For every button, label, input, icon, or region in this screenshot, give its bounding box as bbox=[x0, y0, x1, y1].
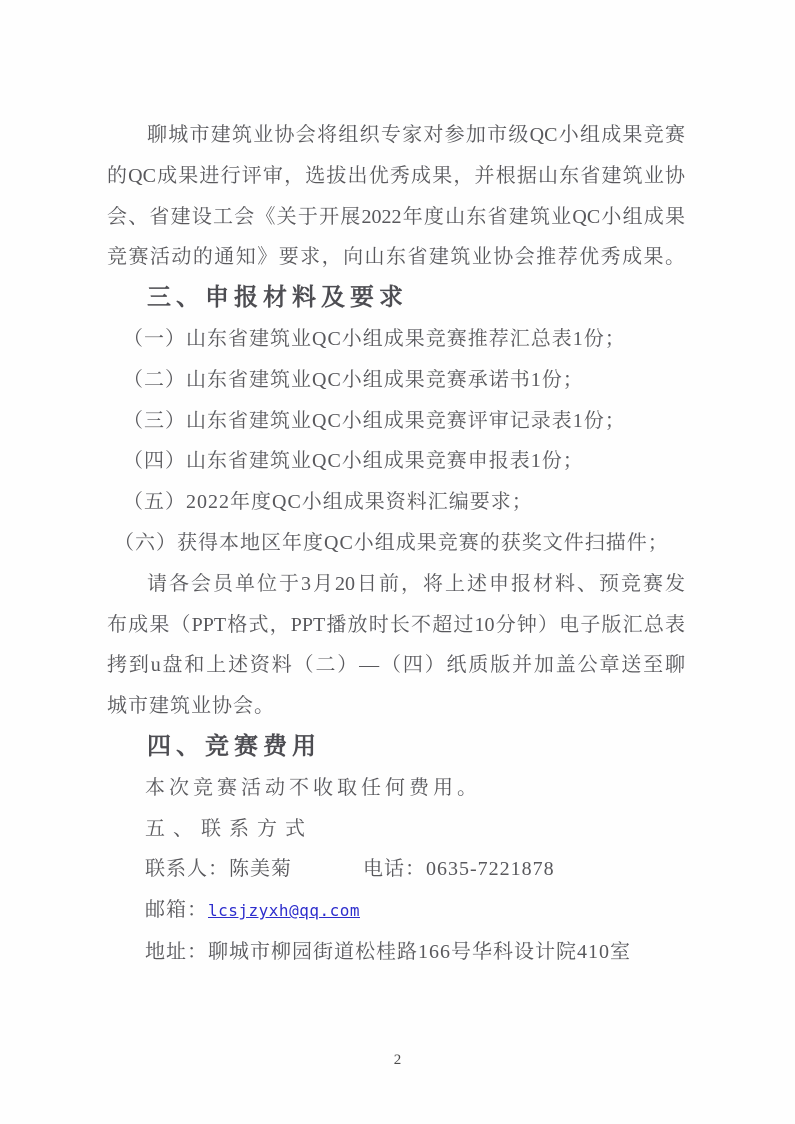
list-item-3: （三）山东省建筑业QC小组成果竞赛评审记录表1份； bbox=[123, 409, 626, 432]
para-review-line-4: 竞赛活动的通知》要求，向山东省建筑业协会推荐优秀成果。 bbox=[107, 246, 685, 269]
list-item-5: （五）2022年度QC小组成果资料汇编要求； bbox=[123, 491, 533, 514]
contact-person: 联系人：陈美菊 bbox=[145, 858, 292, 881]
page-number: 2 bbox=[393, 1052, 402, 1068]
contact-row bbox=[107, 849, 685, 890]
para-submission-line-4: 城市建筑业协会。 bbox=[107, 695, 275, 718]
para-review-line-2: 的QC成果进行评审，选拔出优秀成果，并根据山东省建筑业协 bbox=[107, 164, 685, 187]
heading-section-5: 五、联系方式 bbox=[145, 817, 313, 840]
heading-section-3: 三、申报材料及要求 bbox=[147, 284, 408, 312]
fee-statement: 本次竞赛活动不收取任何费用。 bbox=[145, 776, 481, 799]
para-submission-line-2: 布成果（PPT格式，PPT播放时长不超过10分钟）电子版汇总表 bbox=[107, 613, 685, 636]
list-item-6: （六）获得本地区年度QC小组成果竞赛的获奖文件扫描件； bbox=[114, 531, 669, 554]
contact-phone: 电话：0635-7221878 bbox=[363, 858, 555, 881]
list-item-1: （一）山东省建筑业QC小组成果竞赛推荐汇总表1份； bbox=[123, 327, 626, 350]
para-review-line-1: 聊城市建筑业协会将组织专家对参加市级QC小组成果竞赛 bbox=[147, 124, 685, 146]
email-link[interactable]: lcsjzyxh@qq.com bbox=[208, 901, 360, 921]
heading-section-4: 四、竞赛费用 bbox=[147, 732, 321, 760]
para-submission-line-1: 请各会员单位于3月20日前，将上述申报材料、预竞赛发 bbox=[147, 572, 685, 595]
para-review-line-3: 会、省建设工会《关于开展2022年度山东省建筑业QC小组成果 bbox=[107, 205, 685, 228]
para-submission-line-3: 拷到u盘和上述资料（二）—（四）纸质版并加盖公章送至聊 bbox=[107, 654, 685, 677]
document-body bbox=[107, 115, 685, 973]
email-row bbox=[107, 890, 685, 932]
address-row: 地址：聊城市柳园街道松桂路166号华科设计院410室 bbox=[145, 940, 631, 963]
list-item-4: （四）山东省建筑业QC小组成果竞赛申报表1份； bbox=[123, 450, 584, 473]
email-label: 邮箱： bbox=[145, 899, 208, 922]
list-item-2: （二）山东省建筑业QC小组成果竞赛承诺书1份； bbox=[123, 368, 584, 391]
